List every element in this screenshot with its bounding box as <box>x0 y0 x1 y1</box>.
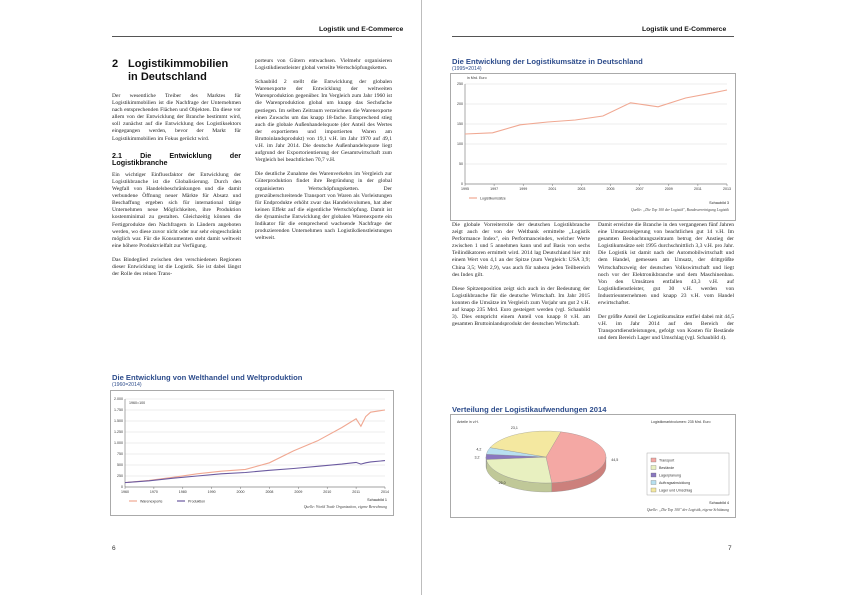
x-tick-label: 2000 <box>236 490 245 494</box>
y-tick-label: 0 <box>461 182 463 187</box>
legend-label: Lager und Umschlag <box>659 488 693 493</box>
header-rule <box>112 36 392 37</box>
right-column-1 <box>452 222 590 335</box>
figure4-title: Verteilung der Logistikaufwendungen 2014 <box>452 405 607 414</box>
legend-label: Warenexporte <box>140 499 163 504</box>
legend-label: Lagerplanung <box>659 473 681 478</box>
legend-label: Bestände <box>659 466 675 470</box>
x-tick-label: 1995 <box>461 187 469 191</box>
figure1-title: Die Entwicklung von Welthandel und Weltproduktion <box>112 373 303 382</box>
x-tick-label: 1999 <box>519 187 528 191</box>
right-page <box>422 0 843 595</box>
figure1-caption-source: Quelle: World Trade Organization, eigene Berechnung <box>303 505 387 509</box>
left-page <box>0 0 421 595</box>
paragraph: Diese Spitzenposition zeigt sich auch in der Bedeutung der Logistikbranche für die deutsche Wirtschaft. Im Jahr 2015 konnten die Umsätze im Vergleich zum Vorjahr um gut 2 v.H. auf knapp 235 Mrd. Euro gesteigert werden (vgl. Schaubild 3). Dies entspricht einem Anteil von knapp 8 v.H. am gesamten Bruttoinlandsprodukt der deutschen Wirtschaft. <box>452 285 590 328</box>
y-tick-label: 1.750 <box>114 408 123 413</box>
legend-swatch <box>651 481 656 485</box>
pie-value-label: 3,2 <box>474 455 480 460</box>
unit-label: in Mrd. Euro <box>467 76 487 80</box>
index-label: 1960=100 <box>129 401 146 405</box>
pie-value-label: 25,0 <box>498 480 506 485</box>
figure3-caption-source: Quelle: „Die Top 100 der Logistik", Bundesvereinigung Logistik <box>630 208 729 212</box>
x-tick-label: 1960 <box>121 490 129 494</box>
y-tick-label: 2.000 <box>114 397 123 402</box>
figure4-pie-chart <box>450 414 736 518</box>
series-line-2 <box>125 461 385 483</box>
x-tick-label: 2003 <box>577 187 586 191</box>
paragraph: porteurs von Gütern entwachsen. Vielmehr organisieren Logistikdienstleister global verteilte Wertschöpfungsketten. <box>255 58 392 72</box>
y-tick-label: 750 <box>117 452 123 457</box>
y-tick-label: 250 <box>117 474 123 479</box>
figure1-subtitle: (1960=2014) <box>112 382 142 388</box>
paragraph: Die deutliche Zunahme des Warenverkehrs im Vergleich zur Güterproduktion findet ihre Begründung in der global organisierten Wertschöpfungsketten. Der grenzüberschreitende Transport von Waren als Vorleistungen für Endprodukte erhöht zwar das Handelsvolumen, hat aber keinen Effekt auf die eigentliche Wertschöpfung. Damit ist die dynamische Entwicklung der globalen Warenexporte ein Indikator für die entsprechend wachsende Nachfrage der produzierenden Unternehmen nach Logistikdienstleistungen weltweit. <box>255 171 392 242</box>
x-tick-label: 1990 <box>207 490 216 494</box>
pie-value-label: 44,5 <box>611 458 619 463</box>
x-tick-label: 2008 <box>265 490 274 494</box>
y-tick-label: 150 <box>457 122 463 127</box>
right-column-2 <box>598 222 734 350</box>
paragraph: Das Bindeglied zwischen den verschiedenen Regionen dieser Entwicklung ist die Logistik. Sie ist dabei längst der Rolle des reinen Trans- <box>112 256 241 278</box>
paragraph: Schaubild 2 stellt die Entwicklung der globalen Warenexporte der Entwicklung der weltweiten Warenproduktion gegenüber. Im Vergleich zum Jahr 1960 ist die Warenproduktion global um knapp das Sechsfache gestiegen. Im selben Zeitraum verzeichnen die Warenexporte einen Zuwachs um das knapp 18-fache. Entsprechend stieg auch die globale Außenhandelsquote (der Anteil des Wertes der exportierten und importierten Waren am Bruttoinlandsprodukt) von 19,1 v.H. im Jahr 1970 auf 49,1 v.H. im Jahr 2014. Die deutsche Außenhandelsquote liegt aufgrund der Exportorientierung der Gesamtwirtschaft zum Vergleich bei beachtlichen 70,7 v.H. <box>255 79 392 164</box>
x-tick-label: 2010 <box>323 490 332 494</box>
figure1-world-trade-chart <box>110 390 394 516</box>
revenue-line-chart <box>451 74 735 220</box>
x-tick-label: 1970 <box>149 490 158 494</box>
legend-swatch <box>651 458 656 462</box>
left-column-1 <box>112 58 241 285</box>
pie-value-label: 23,1 <box>510 426 518 431</box>
y-tick-label: 50 <box>459 162 463 167</box>
x-tick-label: 2011 <box>352 490 360 494</box>
page-number-left: 6 <box>112 545 116 552</box>
x-tick-label: 2009 <box>664 187 673 191</box>
x-tick-label: 2009 <box>294 490 303 494</box>
y-tick-label: 200 <box>457 102 463 107</box>
y-tick-label: 250 <box>457 82 463 87</box>
legend-label: Produktion <box>188 499 206 504</box>
legend-label: Auftragsabwicklung <box>659 481 691 485</box>
figure3-subtitle: (1995=2014) <box>452 66 482 72</box>
left-column-2 <box>255 58 392 249</box>
paragraph: Der größte Anteil der Logistikumsätze entfiel dabei mit 44,5 v.H. im Jahr 2014 auf den Bereich der Transportdienstleistungen, gefolgt von Kosten für Bestände und dem Bereich Lager und Umschlag (vgl. Schaubild 4). <box>598 314 734 342</box>
section-title: 2.1 Die Entwicklung der Logistikbranche <box>112 150 241 167</box>
running-header-right: Logistik und E-Commerce <box>642 26 727 33</box>
x-tick-label: 2001 <box>548 187 557 191</box>
x-tick-label: 2013 <box>723 187 731 191</box>
logistics-costs-pie <box>451 415 735 517</box>
pie-value-label: 4,2 <box>476 447 482 452</box>
y-tick-label: 0 <box>121 485 123 490</box>
y-tick-label: 1.000 <box>114 441 123 446</box>
figure3-revenue-chart <box>450 73 736 221</box>
intro-paragraph: Der wesentliche Treiber des Marktes für Logistikimmobilien ist die Nachfrage der Unternehmen nach entsprechenden Flächen und Objekten. Da diese vor allem von der Entwicklung der Branche bestimmt wird, soll zunächst auf die Entwicklung des Logistiksektors eingegangen werden, bevor der Markt für Logistikimmobilien im Fokus gerückt wird. <box>112 93 241 142</box>
x-tick-label: 2011 <box>694 187 702 191</box>
y-tick-label: 100 <box>457 142 463 147</box>
x-tick-label: 1997 <box>490 187 499 191</box>
series-line-1 <box>465 90 727 134</box>
world-trade-line-chart <box>111 391 393 515</box>
legend-swatch <box>651 488 656 492</box>
figure4-caption-source: Quelle: „Die Top 100" der Logistik, eigene Schätzung <box>646 508 729 512</box>
legend-label: Logistikumsätze <box>480 196 506 201</box>
legend-label: Transport <box>659 458 675 463</box>
y-tick-label: 1.500 <box>114 419 123 424</box>
figure3-caption-number: Schaubild 3 <box>709 201 729 205</box>
legend-swatch <box>651 466 656 470</box>
pie-total-label: Logistikmarktvolumen: 235 Mrd. Euro <box>651 420 711 424</box>
chapter-title: 2 Logistikimmobilien in Deutschland <box>112 58 229 83</box>
paragraph: Ein wichtiger Einflussfaktor der Entwicklung der Logistikbranche ist die Globalisierung. Durch den Wegfall von Handelsbeschränkungen und die damit verbundene Öffnung neuer Märkte für Absatz und Beschaffung ergeben sich für international tätige Unternehmen neue Möglichkeiten, ihre Produktion kostenminimal zu gestalten. Gleichzeitig können die Fertigprodukte den Nachfragern in Ländern angeboten werden, wo diese zuvor nicht oder nur sehr eingeschränkt möglich war. Für die Konsumenten steht damit weltweit eine höhere Produktvielfalt zur Verfügung. <box>112 171 241 249</box>
pie-unit-label: Anteile in v.H. <box>457 420 479 424</box>
page-number-right: 7 <box>728 545 732 552</box>
x-tick-label: 2007 <box>635 187 644 191</box>
figure4-caption-number: Schaubild 4 <box>709 501 729 505</box>
paragraph: Damit erreichte die Branche in den vergangenen fünf Jahren eine Umsatzsteigerung von beachtlichen gut 14 v.H. Im gesamten Beobachtungszeitraum betrug der Anstieg der Logistikumsätze seit 1995 durchschnittlich 3,3 v.H. pro Jahr. Die Logistik ist damit nach der Automobilwirtschaft und dem Handel, gemessen am Umsatz, der drittgrößte Wirtschaftszweig der deutschen Volkswirtschaft und liegt noch vor der Elektronikbranche und dem Maschinenbau. Von den Umsätzen entfallen 43,3 v.H. auf Logistikdienstleister, gut 30 v.H. werden von Industrieunternehmen und knapp 23 v.H. vom Handel erwirtschaftet. <box>598 222 734 307</box>
x-tick-label: 1980 <box>178 490 187 494</box>
y-tick-label: 500 <box>117 463 123 468</box>
figure1-caption-number: Schaubild 1 <box>367 498 387 502</box>
running-header-left: Logistik und E-Commerce <box>319 26 404 33</box>
figure3-title: Die Entwicklung der Logistikumsätze in Deutschland <box>452 57 643 66</box>
legend-swatch <box>651 473 656 477</box>
header-rule <box>452 36 734 37</box>
x-tick-label: 2014 <box>381 490 389 494</box>
y-tick-label: 1.250 <box>114 430 123 435</box>
x-tick-label: 2005 <box>606 187 615 191</box>
paragraph: Die globale Vorreiterrolle der deutschen Logistikbranche zeigt auch der von der Weltbank ermittelte „Logistik Performance Index", ein Performanceindex, welcher Werte zwischen 1 und 5 annehmen kann und auf Basis von sechs Teilindikatoren ermittelt wird. 2014 lag Deutschland hier mit einem Wert von 4,1 an der Spitze (zum Vergleich: USA 3,9; China 3,5; Welt 2,9), was auch für nahezu jeden Teilbereich des Index gilt. <box>452 222 590 278</box>
